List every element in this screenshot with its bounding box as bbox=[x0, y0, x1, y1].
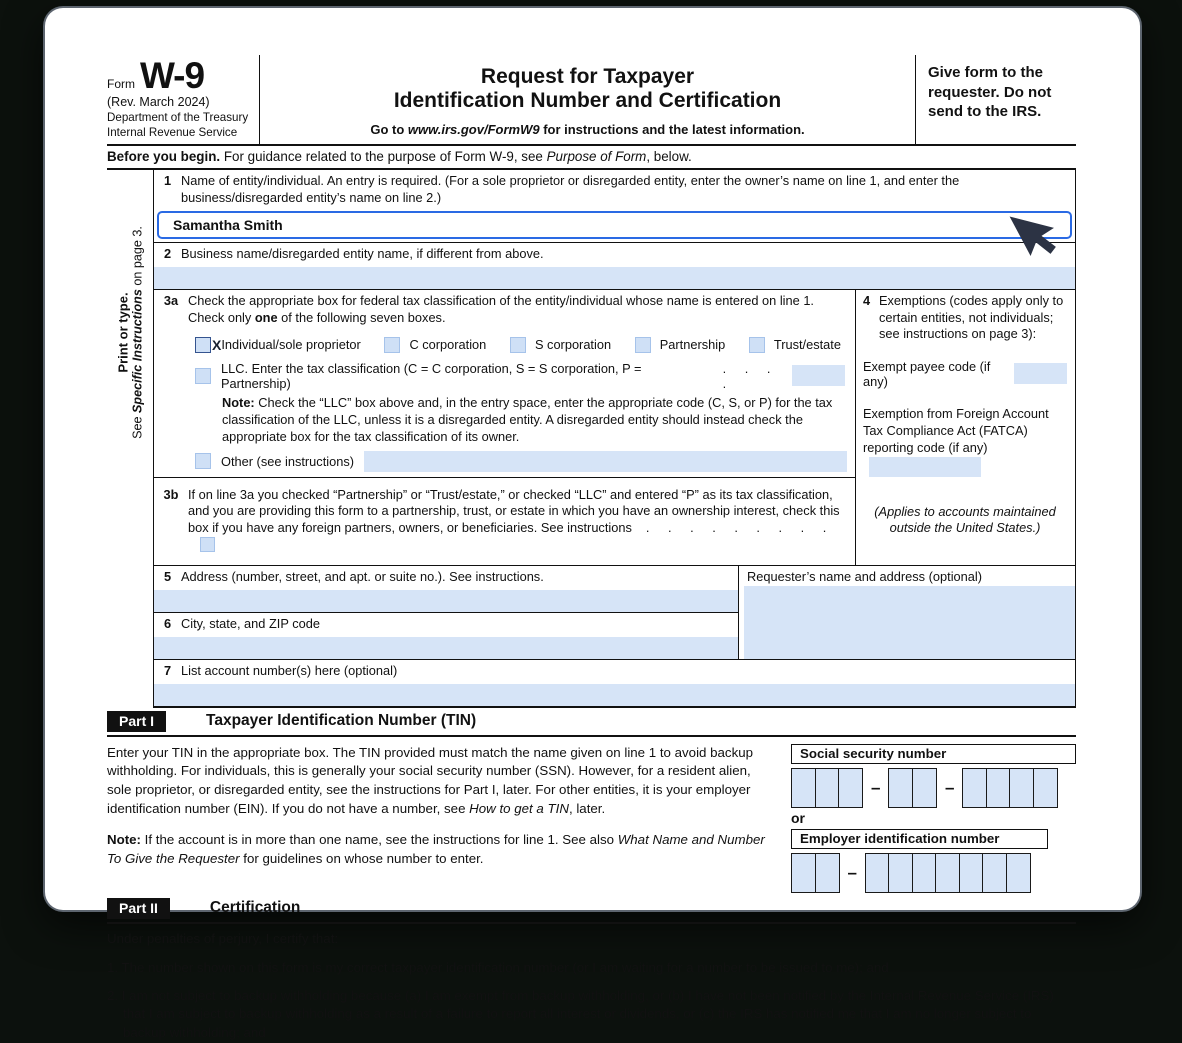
individual-check-mark: X bbox=[212, 337, 221, 353]
llc-dot-leader: . . . . bbox=[723, 361, 792, 391]
partnership-checkbox[interactable] bbox=[635, 337, 651, 353]
part2-badge: Part II bbox=[107, 898, 170, 919]
fatca-row bbox=[863, 405, 1067, 477]
ein-digit-box[interactable] bbox=[815, 853, 840, 893]
line3a-label: Check the appropriate box for federal tax classification of the entity/individual whose name is entered on line 1. Check only one of the following seven boxes. bbox=[188, 293, 851, 327]
part1-badge: Part I bbox=[107, 711, 166, 732]
c-corporation-checkbox[interactable] bbox=[384, 337, 400, 353]
part2-header bbox=[107, 896, 1076, 924]
s-corporation-checkbox[interactable] bbox=[510, 337, 526, 353]
requester-section bbox=[739, 566, 1075, 659]
line6-row bbox=[154, 613, 738, 659]
checkbox-item-trust-estate: Trust/estate bbox=[749, 337, 841, 353]
line5-row bbox=[154, 566, 738, 613]
ein-digit-box[interactable] bbox=[959, 853, 984, 893]
irs-url: www.irs.gov/FormW9 bbox=[408, 122, 540, 137]
line3b-number: 3b bbox=[154, 487, 188, 555]
ein-dash: – bbox=[840, 863, 865, 883]
part1-header bbox=[107, 709, 1076, 737]
line6-number: 6 bbox=[154, 616, 181, 633]
form-title-line1: Request for Taxpayer bbox=[268, 65, 907, 89]
line3a-section bbox=[154, 290, 855, 478]
line7-label: List account number(s) here (optional) bbox=[181, 663, 397, 680]
certification-item-1: 1. The number shown on this form is my correct taxpayer identification number (or I am waiting for a number to be issued to me); and bbox=[107, 959, 1076, 978]
line2-row bbox=[154, 243, 1075, 290]
fatca-label: Exemption from Foreign Account Tax Compliance Act (FATCA) reporting code (if any) bbox=[863, 406, 1049, 456]
requester-label: Requester’s name and address (optional) bbox=[739, 566, 1075, 586]
form-id-block bbox=[107, 55, 260, 144]
city-state-zip-input[interactable] bbox=[154, 637, 738, 659]
w9-form bbox=[107, 55, 1076, 1043]
applies-note: (Applies to accounts maintained outside the United States.) bbox=[863, 504, 1067, 537]
form-title-line2: Identification Number and Certification bbox=[268, 89, 907, 113]
ein-label: Employer identification number bbox=[791, 829, 1048, 849]
individual-checkbox[interactable] bbox=[195, 337, 211, 353]
ssn-digit-box[interactable] bbox=[962, 768, 987, 808]
trust-estate-checkbox[interactable] bbox=[749, 337, 765, 353]
address-input[interactable] bbox=[154, 590, 738, 612]
ssn-digit-box[interactable] bbox=[912, 768, 937, 808]
checkbox-item-c-corporation: C corporation bbox=[384, 337, 486, 353]
line5-label: Address (number, street, and apt. or suite no.). See instructions. bbox=[181, 569, 544, 586]
other-label: Other (see instructions) bbox=[221, 454, 354, 469]
classification-checkboxes bbox=[195, 337, 841, 353]
ein-digit-box[interactable] bbox=[791, 853, 816, 893]
service-line: Internal Revenue Service bbox=[107, 126, 253, 140]
give-form-block bbox=[916, 55, 1076, 144]
print-or-type-label: Print or type. bbox=[116, 158, 131, 508]
line5-number: 5 bbox=[154, 569, 181, 586]
before-you-begin: Before you begin. For guidance related to the purpose of Form W-9, see Purpose of Form, below. bbox=[107, 146, 1076, 170]
line4-section bbox=[856, 290, 1075, 565]
requester-input[interactable] bbox=[744, 586, 1075, 659]
certification-item-2: 2. I am not subject to backup withholding because (a) I am exempt from backup withholding, or (b) I have not been notified by the Internal Revenue Service (IRS) that I am subject to backup withholding as a result of a failure to report all interest or dividends, or (c) the IRS has notified me that I am no longer subject to backup withholding; and bbox=[107, 987, 1076, 1043]
ssn-digit-box[interactable] bbox=[888, 768, 913, 808]
ein-digit-box[interactable] bbox=[935, 853, 960, 893]
line1-number: 1 bbox=[154, 173, 181, 207]
part1-title: Taxpayer Identification Number (TIN) bbox=[206, 712, 476, 730]
ssn-digit-box[interactable] bbox=[1009, 768, 1034, 808]
print-or-type-sidebar bbox=[107, 170, 153, 707]
part2-title: Certification bbox=[210, 899, 300, 917]
other-input[interactable] bbox=[364, 451, 847, 472]
tin-entry-area bbox=[791, 744, 1076, 895]
form-number: W-9 bbox=[140, 59, 204, 92]
line2-number: 2 bbox=[154, 246, 181, 263]
ssn-dash: – bbox=[937, 778, 962, 798]
checkbox-item-s-corporation: S corporation bbox=[510, 337, 611, 353]
ssn-digit-box[interactable] bbox=[791, 768, 816, 808]
part1-instructions: Enter your TIN in the appropriate box. The TIN provided must match the name given on line 1 to avoid backup withholding. For individuals, this is generally your social security number (SSN). However, for a resident alien, sole proprietor, or disregarded entity, see the instructions for Part I, later. For other entities, it is your employer identification number (EIN). If you do not have a number, see How to get a TIN, later. Note: If the account is in more than one name, see the instructions for line 1. See also What Name and Number To Give the Requester for guidelines on whose number to enter. bbox=[107, 744, 769, 895]
ssn-digit-box[interactable] bbox=[815, 768, 840, 808]
llc-label: LLC. Enter the tax classification (C = C corporation, S = S corporation, P = Partnership) bbox=[221, 361, 709, 391]
line7-number: 7 bbox=[154, 663, 181, 680]
revision-date: (Rev. March 2024) bbox=[107, 95, 253, 109]
form-header bbox=[107, 55, 1076, 146]
exempt-payee-input[interactable] bbox=[1014, 363, 1067, 384]
line3b-section bbox=[154, 478, 855, 566]
ein-digit-box[interactable] bbox=[888, 853, 913, 893]
form-title-block bbox=[260, 55, 916, 144]
line3b-dot-leader: . . . . . . . . . bbox=[646, 520, 826, 535]
line1-label: Name of entity/individual. An entry is required. (For a sole proprietor or disregarded entity, enter the owner’s name on line 1, and enter the business/disregarded entity’s name on line 2.) bbox=[181, 173, 1071, 207]
ssn-boxes bbox=[791, 768, 1076, 808]
ein-digit-box[interactable] bbox=[912, 853, 937, 893]
business-name-input[interactable] bbox=[154, 267, 1075, 289]
line2-label: Business name/disregarded entity name, if different from above. bbox=[181, 246, 544, 263]
line3a-number: 3a bbox=[154, 293, 188, 327]
ein-digit-box[interactable] bbox=[982, 853, 1007, 893]
ein-digit-box[interactable] bbox=[865, 853, 890, 893]
name-input[interactable]: Samantha Smith bbox=[157, 211, 1072, 239]
other-row bbox=[195, 451, 847, 472]
ssn-dash: – bbox=[863, 778, 888, 798]
certification-intro: Under penalties of perjury, I certify that: bbox=[107, 930, 1076, 949]
foreign-partners-checkbox[interactable] bbox=[200, 537, 215, 552]
account-numbers-input[interactable] bbox=[154, 684, 1075, 706]
fatca-code-input[interactable] bbox=[869, 457, 981, 477]
llc-row bbox=[195, 361, 845, 391]
line4-number: 4 bbox=[863, 293, 879, 343]
llc-note: Note: Check the “LLC” box above and, in the entry space, enter the appropriate code (C, S, or P) for the tax classification of the LLC, unless it is a disregarded entity. A disregarded entity should instead check the appropriate box for the tax classification of its owner. bbox=[222, 394, 845, 446]
checkbox-item-individual: X Individual/sole proprietor bbox=[195, 337, 361, 353]
specific-instructions-label: See Specific Instructions on page 3. bbox=[131, 158, 145, 508]
ssn-digit-box[interactable] bbox=[1033, 768, 1058, 808]
ssn-label: Social security number bbox=[791, 744, 1076, 764]
ein-digit-box[interactable] bbox=[1006, 853, 1031, 893]
llc-code-input[interactable] bbox=[792, 365, 845, 386]
exempt-payee-label: Exempt payee code (if any) bbox=[863, 359, 1006, 389]
certification-text bbox=[107, 924, 1076, 1043]
line1-row bbox=[154, 170, 1075, 243]
department-line: Department of the Treasury bbox=[107, 111, 253, 125]
give-form-text: Give form to the requester. Do not send to the IRS. bbox=[928, 63, 1076, 122]
ssn-digit-box[interactable] bbox=[838, 768, 863, 808]
or-label: or bbox=[791, 810, 1076, 826]
form-word: Form bbox=[107, 77, 135, 91]
exempt-payee-row bbox=[863, 359, 1067, 389]
other-checkbox[interactable] bbox=[195, 453, 211, 469]
checkbox-item-partnership: Partnership bbox=[635, 337, 725, 353]
ssn-digit-box[interactable] bbox=[986, 768, 1011, 808]
document-card bbox=[45, 8, 1140, 910]
line4-label: Exemptions (codes apply only to certain entities, not individuals; see instructions on page 3): bbox=[879, 293, 1067, 343]
line7-row bbox=[154, 660, 1075, 708]
line6-label: City, state, and ZIP code bbox=[181, 616, 320, 633]
line3b-label: If on line 3a you checked “Partnership” or “Trust/estate,” or checked “LLC” and entered “P” as its tax classification, and you are providing this form to a partnership, trust, or estate in which you have an ownership interest, check this box if you have any foreign partners, owners, or beneficiaries. See instructions . . . . . . . . . bbox=[188, 487, 847, 555]
llc-checkbox[interactable] bbox=[195, 368, 211, 384]
ein-boxes bbox=[791, 853, 1076, 893]
goto-instructions: Go to www.irs.gov/FormW9 for instructions and the latest information. bbox=[268, 122, 907, 137]
